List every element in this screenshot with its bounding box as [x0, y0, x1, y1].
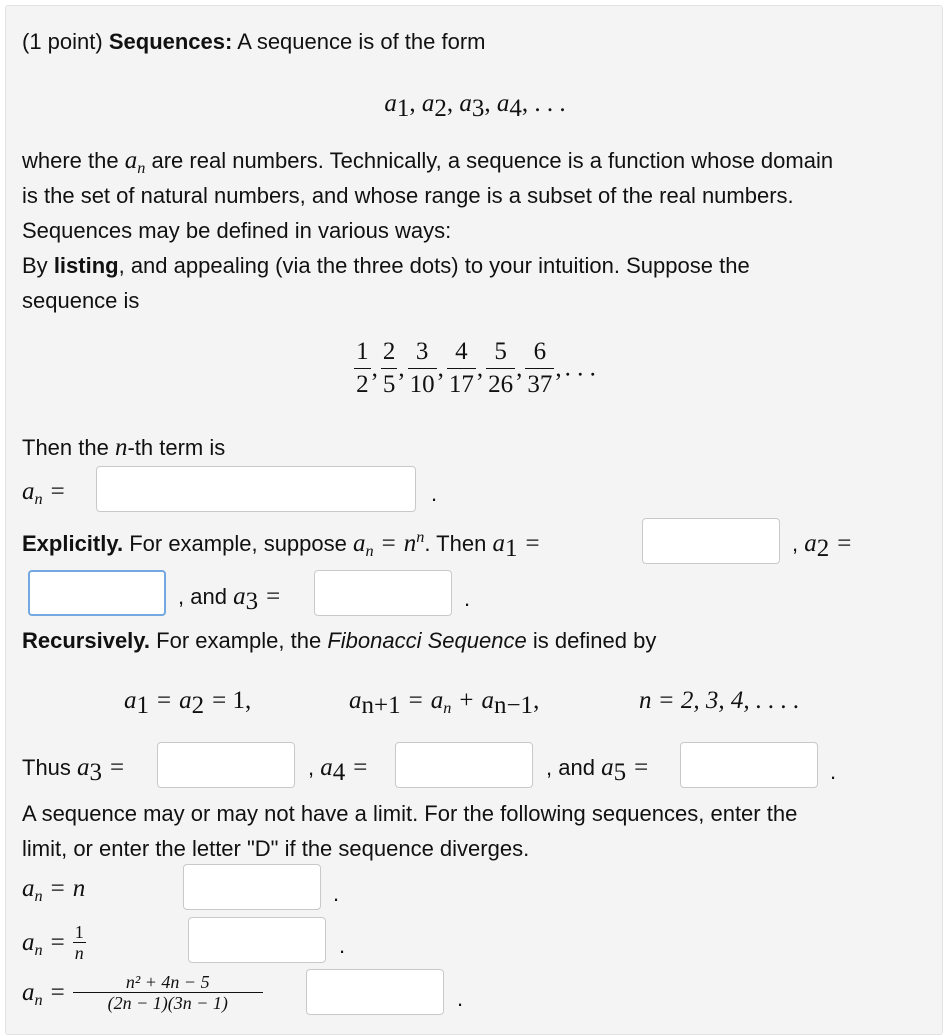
definition-line-1: where the $a_n$ are real numbers. Technically, a sequence is a function whose domain	[22, 147, 834, 177]
limit-seq-rational: $a_n$ = $\frac{\text{n² + 4n − 5}}{(2n - 1)(3n - 1)}$	[22, 972, 263, 1013]
section-heading: Sequences:	[108, 29, 233, 54]
period: .	[333, 881, 340, 906]
period: .	[339, 933, 346, 958]
limit-n-input[interactable]	[183, 864, 321, 910]
definition-line-4: By listing, and appealing (via the three dots) to your intuition. Suppose the	[22, 253, 750, 278]
fraction-rational: $\frac{\text{n² + 4n − 5}}{(2n - 1)(3n - 1)}$	[73, 972, 263, 1013]
fibonacci-recurrence: $a_{n+1} = a_n + a_{n-1}$,	[349, 687, 540, 719]
limits-line-1: A sequence may or may not have a limit. For the following sequences, enter the	[22, 801, 798, 826]
explicit-a2-label: , $a_2$ =	[792, 530, 852, 562]
fib-a4-input[interactable]	[395, 742, 533, 788]
definition-line-5: sequence is	[22, 288, 140, 313]
general-form-equation: $a_1$, $a_2$, $a_3$, $a_4$, . . .	[384, 90, 566, 122]
period: .	[457, 986, 464, 1011]
definition-line-2: is the set of natural numbers, and whose range is a subset of the real numbers.	[22, 183, 794, 208]
limit-seq-n: $a_n = n$	[22, 875, 86, 905]
definition-line-3: Sequences may be defined in various ways:	[22, 218, 452, 243]
fraction-1-over-n: $\frac{1}{n}$	[74, 922, 84, 963]
fib-a5-input[interactable]	[680, 742, 818, 788]
period: .	[431, 481, 438, 506]
sequence-fraction: $\frac{3}{10}$	[409, 338, 435, 398]
points-label: (1 point)	[22, 29, 103, 54]
explicit-a3-input[interactable]	[314, 570, 452, 616]
sequence-fraction: $\frac{1}{2}$	[356, 338, 369, 398]
nth-term-line: Then the n-th term is	[22, 434, 226, 461]
fib-a3-input[interactable]	[157, 742, 295, 788]
listed-sequence: $\frac{1}{2}$ , $\frac{2}{5}$ , $\frac{3}{10}$ , $\frac{4}{17}$ , $\frac{5}{26}$ , $\frac{6}{37}$ , . . .	[6, 336, 944, 401]
fib-a5-label: , and $a_5$ =	[546, 754, 649, 786]
fibonacci-initial-condition: $a_1 = a_2 = 1$,	[124, 687, 252, 719]
recursive-line: Recursively. For example, the Fibonacci Sequence is defined by	[22, 628, 657, 653]
limit-seq-reciprocal: $a_n$ = $\frac{1}{n}$	[22, 922, 84, 963]
nth-term-label: $a_n$ =	[22, 478, 65, 508]
sequence-fraction: $\frac{4}{17}$	[448, 338, 474, 398]
explicit-a3-label: , and $a_3$ =	[178, 583, 281, 615]
explicit-a2-input[interactable]	[28, 570, 166, 616]
limits-line-2: limit, or enter the letter "D" if the sequence diverges.	[22, 836, 530, 861]
fib-a3-label: Thus $a_3$ =	[22, 754, 125, 786]
limit-reciprocal-input[interactable]	[188, 917, 326, 963]
fibonacci-index-range: n = 2, 3, 4, . . . .	[639, 687, 800, 714]
nth-term-input[interactable]	[96, 466, 416, 512]
intro-text: A sequence is of the form	[237, 29, 486, 54]
intro-line	[22, 24, 486, 59]
limit-rational-input[interactable]	[306, 969, 444, 1015]
period: .	[464, 586, 471, 611]
sequence-fraction: $\frac{6}{37}$	[527, 338, 553, 398]
fib-a4-label: , $a_4$ =	[308, 754, 368, 786]
explicit-a1-input[interactable]	[642, 518, 780, 564]
sequence-fraction: $\frac{5}{26}$	[488, 338, 514, 398]
sequence-fraction: $\frac{2}{5}$	[382, 338, 396, 398]
problem-panel	[5, 5, 943, 1035]
explicit-line: Explicitly. For example, suppose $a_n = n^n$. Then $a_1$ =	[22, 528, 540, 562]
period: .	[830, 759, 837, 784]
